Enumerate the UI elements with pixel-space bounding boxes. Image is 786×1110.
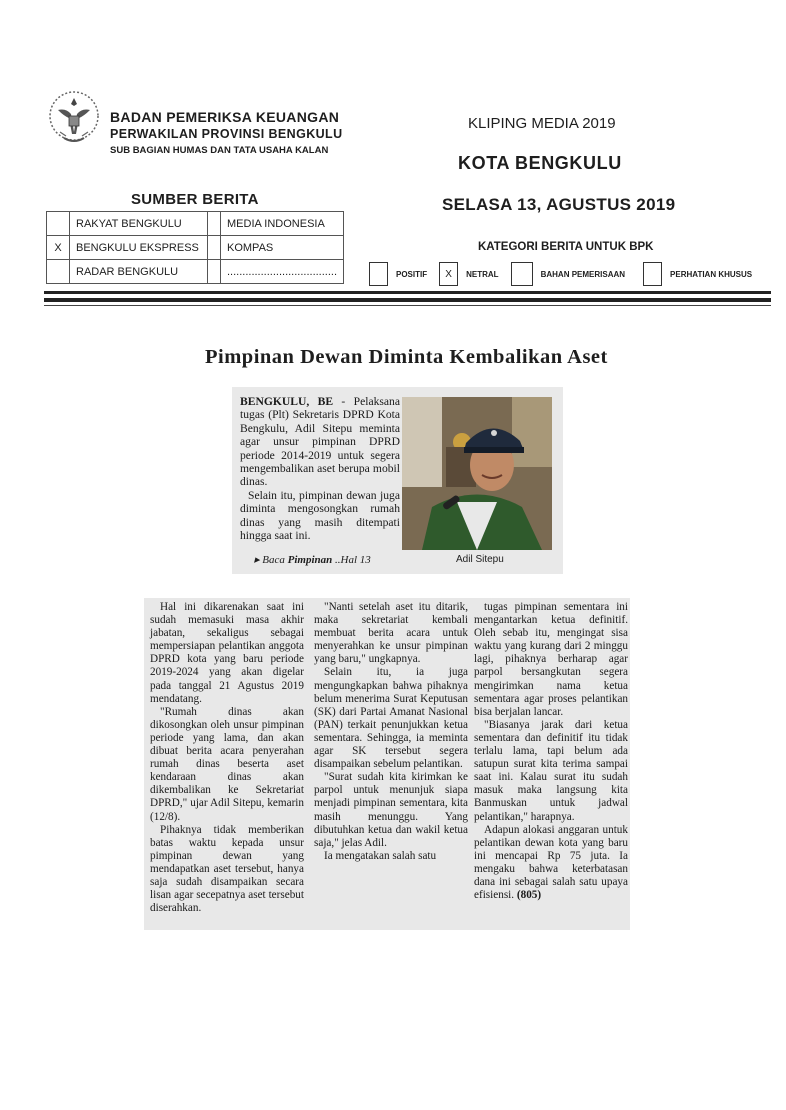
photo-caption: Adil Sitepu (456, 554, 504, 565)
category-label: BAHAN PEMERISAAN (540, 269, 626, 279)
category-label: NETRAL (466, 269, 499, 279)
source-mark: X (47, 236, 70, 260)
lead-paragraph: - Pelaksana tugas (Plt) Sekretaris DPRD Kota Bengkulu, Adil Sitepu meminta agar unsur pimpinan DPRD periode 2014-2019 untuk segera mengembalikan aset berupa mobil dinas. (240, 395, 400, 489)
paragraph: tugas pimpinan sementara ini mengantarkan ketua definitif. Oleh sebab itu, mengingat sisa waktu yang kurang dari 2 minggu lagi, pihaknya berharap agar parpol bersangkutan segera mengirimkan nama ketua sementara agar proses pelantikan bisa berjalan lancar. (474, 601, 628, 718)
category-checkbox (511, 262, 533, 286)
category-label: POSITIF (396, 269, 428, 279)
category-row (369, 261, 764, 287)
source-row (47, 236, 344, 260)
sources-table (46, 211, 344, 284)
column-3 (474, 601, 628, 902)
paragraph: "Nanti setelah aset itu ditarik, maka sekretariat kembali membuat berita acara untuk menyerahkan ke unsur pimpinan yang baru," ungkapnya. (314, 601, 468, 666)
source-mark (47, 212, 70, 236)
divider (44, 305, 771, 306)
source-mark (47, 260, 70, 284)
continued-reference: ▸ Baca Pimpinan ..Hal 13 (254, 554, 371, 566)
org-division: SUB BAGIAN HUMAS DAN TATA USAHA KALAN (110, 145, 329, 156)
source-name: RADAR BENGKULU (70, 260, 208, 284)
source-name: BENGKULU EKSPRESS (70, 236, 208, 260)
source-row (47, 212, 344, 236)
paragraph: Hal ini dikarenakan saat ini sudah memasuki masa akhir jabatan, sekaligus sebagai mempersiapan pelantikan anggota DPRD kota yang baru periode 2019-2024 yang akan digelar pada tanggal 21 Agustus 2019 mendatang. (150, 601, 304, 705)
continued-keyword: Pimpinan (287, 554, 333, 566)
paragraph: Adapun alokasi anggaran untuk pelantikan dewan kota yang baru ini mencapai Rp 75 juta. Ia mengaku bahwa keterbatasan dana ini sebagai salah satu upaya efisiensi. (474, 823, 628, 902)
category-title: KATEGORI BERITA UNTUK BPK (478, 241, 654, 253)
source-name: RAKYAT BENGKULU (70, 212, 208, 236)
city-title: KOTA BENGKULU (458, 153, 622, 173)
portrait-photo (402, 397, 552, 550)
paragraph: "Surat sudah kita kirimkan ke parpol untuk menunjuk siapa menjadi pimpinan sementara, kita masih menunggu. Yang dibutuhkan ketua dan wakil ketua saja," jelas Adil. (314, 771, 468, 849)
column-2 (314, 601, 468, 863)
source-name-alt: KOMPAS (221, 236, 344, 260)
article-headline: Pimpinan Dewan Diminta Kembalikan Aset (205, 346, 608, 368)
arrow-icon: ▸ (254, 554, 260, 566)
article-body (144, 598, 630, 930)
divider (44, 291, 771, 294)
category-checkbox (643, 262, 662, 286)
org-subtitle: PERWAKILAN PROVINSI BENGKULU (110, 127, 343, 141)
garuda-emblem-icon (46, 88, 102, 152)
continued-page: ..Hal 13 (335, 554, 371, 566)
paragraph: Pihaknya tidak memberikan batas waktu kepada unsur pimpinan dewan yang mendapatkan aset tersebut, hanya saja sudah disampaikan secara lisan agar secepatnya aset tersebut diserahkan. (150, 823, 304, 915)
source-name-alt: MEDIA INDONESIA (221, 212, 344, 236)
paragraph: Selain itu, ia juga mengungkapkan bahwa pihaknya belum menerima Surat Keputusan (SK) dari Partai Amanat Nasional (PAN) terkait penunjukkan ketua sementara. Sehingga, ia meminta agar SK tersebut segera disampaikan sebelum pelantikan. (314, 666, 468, 771)
category-checkbox (369, 262, 388, 286)
paragraph: "Biasanya jarak dari ketua sementara dan definitif itu tidak terlalu lama, tapi belum ada satupun surat kita terima sampai saat ini. Kalau surat itu sudah masuk maka langsung kita Banmuskan untuk jadwal pelantikan," harapnya. (474, 718, 628, 823)
source-row (47, 260, 344, 284)
date-title: SELASA 13, AGUSTUS 2019 (442, 195, 676, 214)
org-name: BADAN PEMERIKSA KEUANGAN (110, 109, 340, 125)
column-1 (150, 601, 304, 915)
author-code: (805) (516, 889, 542, 902)
dateline: BENGKULU, BE (240, 395, 334, 408)
kliping-title: KLIPING MEDIA 2019 (468, 115, 616, 132)
sources-title: SUMBER BERITA (131, 191, 259, 208)
category-label: PERHATIAN KHUSUS (670, 269, 753, 279)
paragraph: Ia mengatakan salah satu (324, 849, 437, 862)
category-checkbox: X (439, 262, 458, 286)
divider (44, 298, 771, 302)
lead-paragraph: Selain itu, pimpinan dewan juga diminta mengosongkan rumah dinas yang masih ditempati hingga saat ini. (240, 488, 400, 543)
lead-box (232, 387, 563, 574)
paragraph: "Rumah dinas akan dikosongkan oleh unsur pimpinan periode yang lama, dan akan dibuat berita acara penyerahan rumah dinas beserta aset kendaraan dinas akan dikembalikan ke Sekretariat DPRD," ujar Adil Sitepu, kemarin (12/8). (150, 705, 304, 823)
source-name-alt: .................................... (221, 260, 344, 284)
lead-text (240, 395, 400, 542)
